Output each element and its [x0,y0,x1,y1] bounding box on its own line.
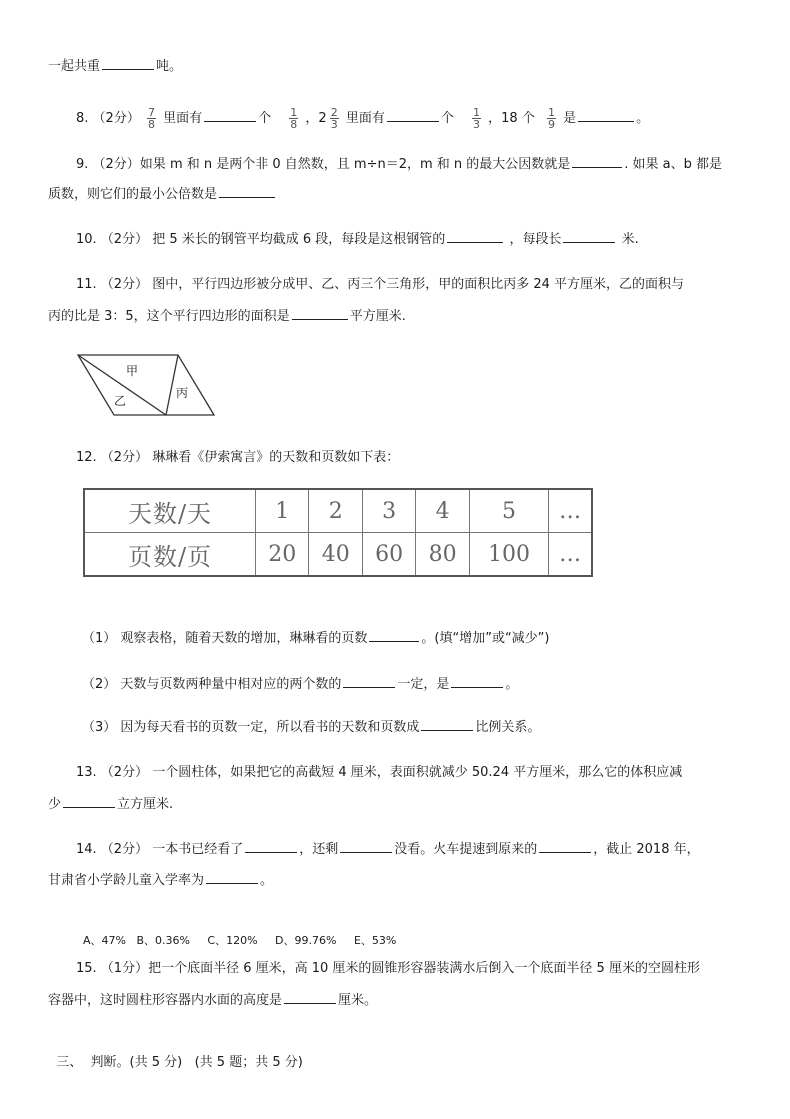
q8-blank-1[interactable] [204,109,256,122]
table-cell: 3 [362,489,415,533]
parallelogram-diagram [76,353,218,417]
q12-blank-2[interactable] [343,675,395,688]
label-jia: 甲 [126,364,139,378]
q12-sub-1: （1） 观察表格，随着天数的增加，琳琳看的页数 。(填“增加”或“减少”) [82,631,550,646]
q10: 10. （2分） 把 5 米长的钢管平均截成 6 段，每段是这根钢管的 ，每段长 米. [76,232,639,247]
table-row-head: 页数/页 [84,533,256,577]
q15-line-2: 容器中，这时圆柱形容器内水面的高度是 厘米。 [48,993,378,1008]
q12-blank-3[interactable] [451,675,503,688]
table-cell: 80 [416,533,469,577]
table-cell: 5 [469,489,548,533]
q10-blank-2[interactable] [563,230,615,243]
fraction-1-3: $\frac{1}{3}$ [473,106,481,131]
section-3-heading: 三、 判断。(共 5 分) (共 5 题；共 5 分) [56,1055,303,1070]
q9-line-2: 质数，则它们的最小公倍数是 [48,185,277,204]
label-bing: 丙 [176,386,189,400]
label-yi: 乙 [114,394,127,408]
q15-line-1: 15. （1分）把一个底面半径 6 厘米，高 10 厘米的圆锥形容器装满水后倒入一个底面半径 5 厘米的空圆柱形 [76,961,700,976]
parallelogram-outline [78,355,214,415]
table-cell: … [549,489,592,533]
q12-sub-3: （3） 因为每天看书的页数一定，所以看书的天数和页数成 比例关系。 [82,720,541,735]
q7-blank[interactable] [102,57,154,70]
table-row-pages [84,533,592,577]
q14-blank-2[interactable] [340,840,392,853]
q15-blank[interactable] [284,991,336,1004]
table-cell: 100 [469,533,548,577]
q14-line-2: 甘肃省小学龄儿童入学率为 。 [48,873,274,888]
q11-blank[interactable] [292,307,348,320]
q11-line-2: 丙的比是 3：5，这个平行四边形的面积是 平方厘米. [48,309,406,324]
q12-blank-1[interactable] [369,629,419,642]
table-row-head: 天数/天 [84,489,256,533]
q11-line-1: 11. （2分） 图中，平行四边形被分成甲、乙、丙三个三角形，甲的面积比丙多 24 平方厘米，乙的面积与 [76,277,685,292]
table-cell: 60 [362,533,415,577]
fraction-7-8: $\frac{7}{8}$ [147,106,155,131]
table-cell: … [549,533,592,577]
q7-tail: 一起共重 吨。 [48,59,183,74]
q14-blank-3[interactable] [539,840,591,853]
q14-options: A、47% B、0.36% C、120% D、99.76% E、53% [83,934,397,947]
q13-line-1: 13. （2分） 一个圆柱体，如果把它的高截短 4 厘米，表面积就减少 50.24 平方厘米，那么它的体积应减 [76,765,683,780]
table-cell: 4 [416,489,469,533]
divider-line [166,355,178,415]
fraction-1-9: $\frac{1}{9}$ [547,106,555,131]
q12-intro: 12. （2分） 琳琳看《伊索寓言》的天数和页数如下表： [76,450,400,465]
q8: 8. （2分） $\frac{7}{8}$ 里面有 个 $\frac{1}{8}$ ，2 $\frac{2}{3}$ 里面有 个 $\frac{1}{3}$ ，18 个 $\frac{1}{9}$ 是 。 [76,106,650,131]
table-cell: 20 [256,533,309,577]
q9-blank-2[interactable] [219,185,275,198]
fraction-1-8: $\frac{1}{8}$ [290,106,298,131]
fraction-2-3: $\frac{2}{3}$ [330,106,338,131]
q13-blank[interactable] [63,795,115,808]
table-cell: 2 [309,489,362,533]
q14-line-1: 14. （2分） 一本书已经看了 ，还剩 没看。火车提速到原来的 ，截止 2018 年， [76,842,700,857]
q14-blank-1[interactable] [245,840,297,853]
q10-blank-1[interactable] [447,230,503,243]
q8-blank-2[interactable] [387,109,439,122]
table-cell: 1 [256,489,309,533]
q12-sub-2: （2） 天数与页数两种量中相对应的两个数的 一定，是 。 [82,677,519,692]
q13-line-2: 少 立方厘米. [48,797,174,812]
q9-blank-1[interactable] [572,155,622,168]
days-pages-table [83,488,593,577]
q9-line-1: 9. （2分）如果 m 和 n 是两个非 0 自然数，且 m÷n＝2，m 和 n 的最大公因数就是 . 如果 a、b 都是 [76,157,723,172]
q12-blank-4[interactable] [421,718,473,731]
q14-blank-4[interactable] [206,871,258,884]
table-row-days [84,489,592,533]
q8-blank-3[interactable] [578,109,634,122]
table-cell: 40 [309,533,362,577]
